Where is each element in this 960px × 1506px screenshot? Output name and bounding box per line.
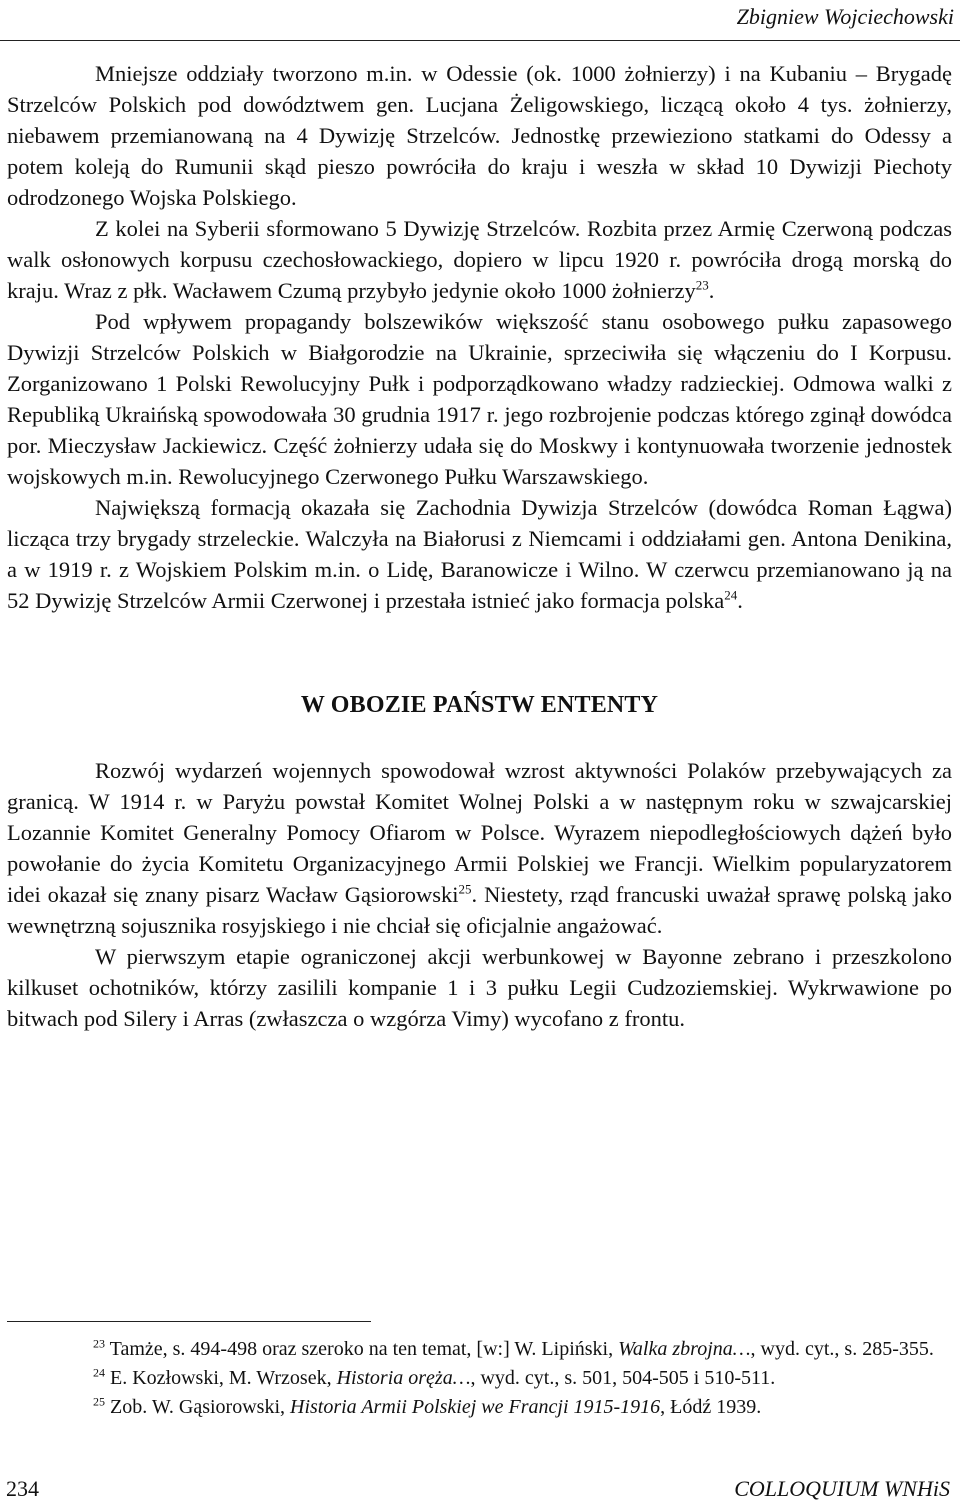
footnote-23-text-b: , wyd. cyt., s. 285-355.: [750, 1338, 934, 1360]
footnote-ref-23[interactable]: 23: [695, 277, 709, 293]
paragraph-6-text: W pierwszym etapie ograniczonej akcji werbunkowej w Bayonne zebrano i przeszkolono kilkuset ochotników, którzy zasilili kompanie 1 i 3 pułku Legii Cudzoziemskiej. Wykrwawione po bitwach pod Silery i Arras (zwłaszcza o wzgórza Vimy) wycofano z frontu.: [7, 944, 952, 1031]
footnote-separator: [7, 1321, 371, 1322]
paragraph-2-end: .: [708, 278, 715, 303]
paragraph-1-text: Mniejsze oddziały tworzono m.in. w Odessie (ok. 1000 żołnierzy) i na Kubaniu – Brygadę Strzelców Polskich pod dowództwem gen. Lucjana Żeligowskiego, liczącą około 4 tys. żołnierzy, niebawem przemianowaną na 4 Dywizję Strzelców. Jednostkę przewieziono statkami do Odessy a potem koleją do Rumunii skąd pieszo powróciła do kraju i weszła w skład 10 Dywizji Piechoty odrodzonego Wojska Polskiego.: [7, 61, 952, 210]
footnote-23-text-a: Tamże, s. 494-498 oraz szeroko na ten temat, [w:] W. Lipiński,: [105, 1338, 619, 1360]
footnote-24: [7, 1364, 952, 1393]
section-heading: W OBOZIE PAŃSTW ENTENTY: [300, 692, 659, 718]
paragraph-2-text: Z kolei na Syberii sformowano 5 Dywizję Strzelców. Rozbita przez Armię Czerwoną podczas walk osłonowych korpusu czechosłowackiego, dopiero w lipcu 1920 r. powróciła drogą morską do kraju. Wraz z płk. Wacławem Czumą przybyło jedynie około 1000 żołnierzy: [7, 216, 952, 303]
footnote-25-text-b: , Łódź 1939.: [660, 1396, 762, 1418]
paragraph-4-end: .: [737, 588, 743, 613]
footnote-number-24: 24: [93, 1365, 105, 1380]
header-rule: [0, 40, 960, 41]
running-header-author: Zbigniew Wojciechowski: [736, 4, 954, 29]
footnote-ref-25[interactable]: 25: [458, 881, 472, 897]
footnote-23-title: Walka zbrojna…: [618, 1338, 751, 1360]
paragraph-5-end: . Niestety, rząd francuski uważał sprawę polską jako wewnętrzną sojusznika rosyjskiego i nie chciał się oficjalnie angażować.: [7, 882, 952, 938]
footnote-number-25: 25: [93, 1394, 105, 1409]
footnote-24-title: Historia oręża…: [336, 1367, 471, 1389]
footnote-ref-24[interactable]: 24: [724, 587, 738, 603]
paragraph-3: [7, 306, 952, 492]
footnote-24-text-a: E. Kozłowski, M. Wrzosek,: [105, 1367, 337, 1389]
publication-name: COLLOQUIUM WNHiS: [734, 1476, 950, 1501]
footnote-25-title: Historia Armii Polskiej we Francji 1915-1916: [290, 1396, 661, 1418]
footnote-23: [7, 1335, 952, 1364]
footnote-25-text-a: Zob. W. Gąsiorowski,: [105, 1396, 290, 1418]
page-number: 234: [6, 1476, 39, 1501]
footnote-25: [7, 1393, 952, 1422]
paragraph-4: [7, 492, 952, 616]
paragraph-2: [7, 213, 952, 306]
paragraph-4-text: Największą formacją okazała się Zachodnia Dywizja Strzelców (dowódca Roman Łągwa) licząca trzy brygady strzeleckie. Walczyła na Białorusi z Niemcami i oddziałami gen. Antona Denikina, a w 1919 r. z Wojskiem Polskim m.in. o Lidę, Baranowicze i Wilno. W czerwcu przemianowano ją na 52 Dywizję Strzelców Armii Czerwonej i przestała istnieć jako formacja polska: [7, 495, 952, 613]
footnotes: [7, 1335, 952, 1422]
footnote-number-23: 23: [93, 1336, 105, 1351]
paragraph-1: [7, 58, 952, 213]
paragraph-5: [7, 755, 952, 941]
paragraph-6: [7, 941, 952, 1034]
paragraph-5-text: Rozwój wydarzeń wojennych spowodował wzrost aktywności Polaków przebywających za granicą. W 1914 r. w Paryżu powstał Komitet Wolnej Polski a w następnym roku w szwajcarskiej Lozannie Komitet Generalny Pomocy Ofiarom w Polsce. Wyrazem niepodległościowych dążeń było powołanie do życia Komitetu Organizacyjnego Armii Polskiej we Francji. Wielkim popularyzatorem idei okazał się znany pisarz Wacław Gąsiorowski: [7, 758, 952, 907]
footnote-24-text-b: , wyd. cyt., s. 501, 504-505 i 510-511.: [470, 1367, 776, 1389]
body-text: [7, 58, 952, 1034]
paragraph-3-text: Pod wpływem propagandy bolszewików większość stanu osobowego pułku zapasowego Dywizji Strzelców Polskich w Białgorodzie na Ukrainie, sprzeciwiła się włączeniu do I Korpusu. Zorganizowano 1 Polski Rewolucyjny Pułk i podporządkowano władzy radzieckiej. Odmowa walki z Republiką Ukraińską spowodowała 30 grudnia 1917 r. jego rozbrojenie podczas którego zginął dowódca por. Mieczysław Jackiewicz. Część żołnierzy udała się do Moskwy i kontynuowała tworzenie jednostek wojskowych m.in. Rewolucyjnego Czerwonego Pułku Warszawskiego.: [7, 309, 952, 489]
